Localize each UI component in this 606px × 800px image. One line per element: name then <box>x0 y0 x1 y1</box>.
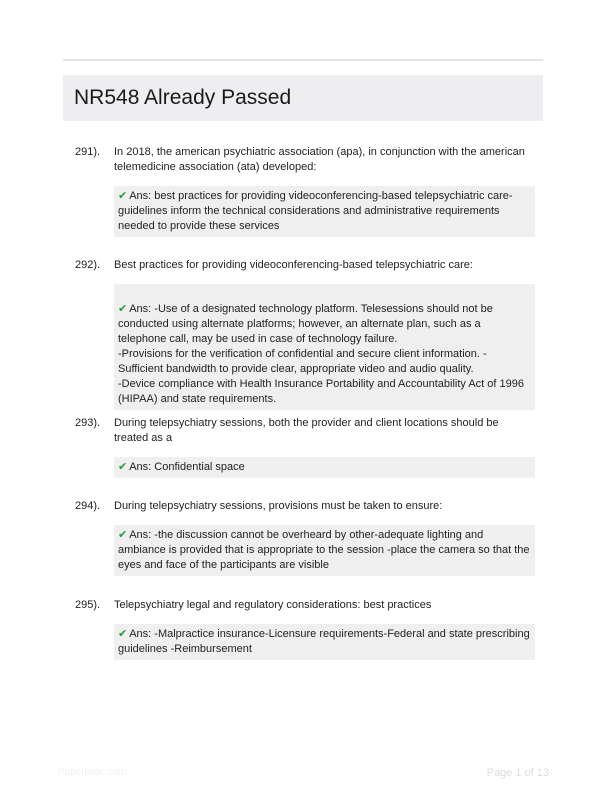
check-icon: ✔ <box>118 303 128 315</box>
question-header <box>75 145 535 175</box>
check-icon: ✔ <box>118 461 128 473</box>
question-header <box>75 416 535 446</box>
check-icon: ✔ <box>118 628 128 640</box>
answer-text: Ans: -the discussion cannot be overheard by other-adequate lighting and ambiance is provided that is appropriate to the session -place the camera so that the eyes and face of the participants are visible <box>118 529 530 571</box>
question-header <box>75 499 535 514</box>
question-291 <box>75 145 535 237</box>
answer-box <box>114 186 535 237</box>
question-text: During telepsychiatry sessions, provisions must be taken to ensure: <box>114 500 443 512</box>
answer-box <box>114 525 535 576</box>
question-number: 292). <box>75 259 101 271</box>
page-indicator: Page 1 of 13 <box>486 767 549 779</box>
question-text: Telepsychiatry legal and regulatory considerations: best practices <box>114 599 432 611</box>
top-divider <box>63 59 543 61</box>
question-293 <box>75 416 535 478</box>
question-number: 291). <box>75 146 101 158</box>
title-bar <box>63 75 543 121</box>
question-text: In 2018, the american psychiatric association (apa), in conjunction with the american telemedicine association (ata) developed: <box>114 146 525 173</box>
question-292 <box>75 258 535 410</box>
question-header <box>75 258 535 273</box>
question-header <box>75 598 535 613</box>
answer-box <box>114 624 535 660</box>
question-295 <box>75 598 535 660</box>
answer-text: Ans: -Use of a designated technology platform. Telesessions should not be conducted using alternate platforms; however, an alternate plan, such as a telephone call, may be used in case of technology failure. -Provisions for the verification of confidential and secure client information. -Sufficient bandwidth to provide clear, appropriate video and audio quality. -Device compliance with Health Insurance Portability and Accountability Act of 1996 (HIPAA) and state requirements. <box>118 303 524 405</box>
answer-box <box>114 284 535 410</box>
question-number: 295). <box>75 599 101 611</box>
answer-text: Ans: best practices for providing videoconferencing-based telepsychiatric care-guidelines inform the technical considerations and administrative requirements needed to provide these services <box>118 190 513 232</box>
answer-text: Ans: -Malpractice insurance-Licensure requirements-Federal and state prescribing guidelines -Reimbursement <box>118 628 530 655</box>
question-text: During telepsychiatry sessions, both the provider and client locations should be treated as a <box>114 417 499 444</box>
page-title: NR548 Already Passed <box>74 86 292 109</box>
check-icon: ✔ <box>118 190 128 202</box>
question-294 <box>75 499 535 576</box>
check-icon: ✔ <box>118 529 128 541</box>
footer-watermark: Paperlibtic.com <box>58 767 127 778</box>
answer-text: Ans: Confidential space <box>129 461 245 473</box>
answer-box <box>114 457 535 478</box>
question-number: 294). <box>75 500 101 512</box>
question-text: Best practices for providing videoconferencing-based telepsychiatric care: <box>114 259 473 271</box>
question-number: 293). <box>75 417 101 429</box>
